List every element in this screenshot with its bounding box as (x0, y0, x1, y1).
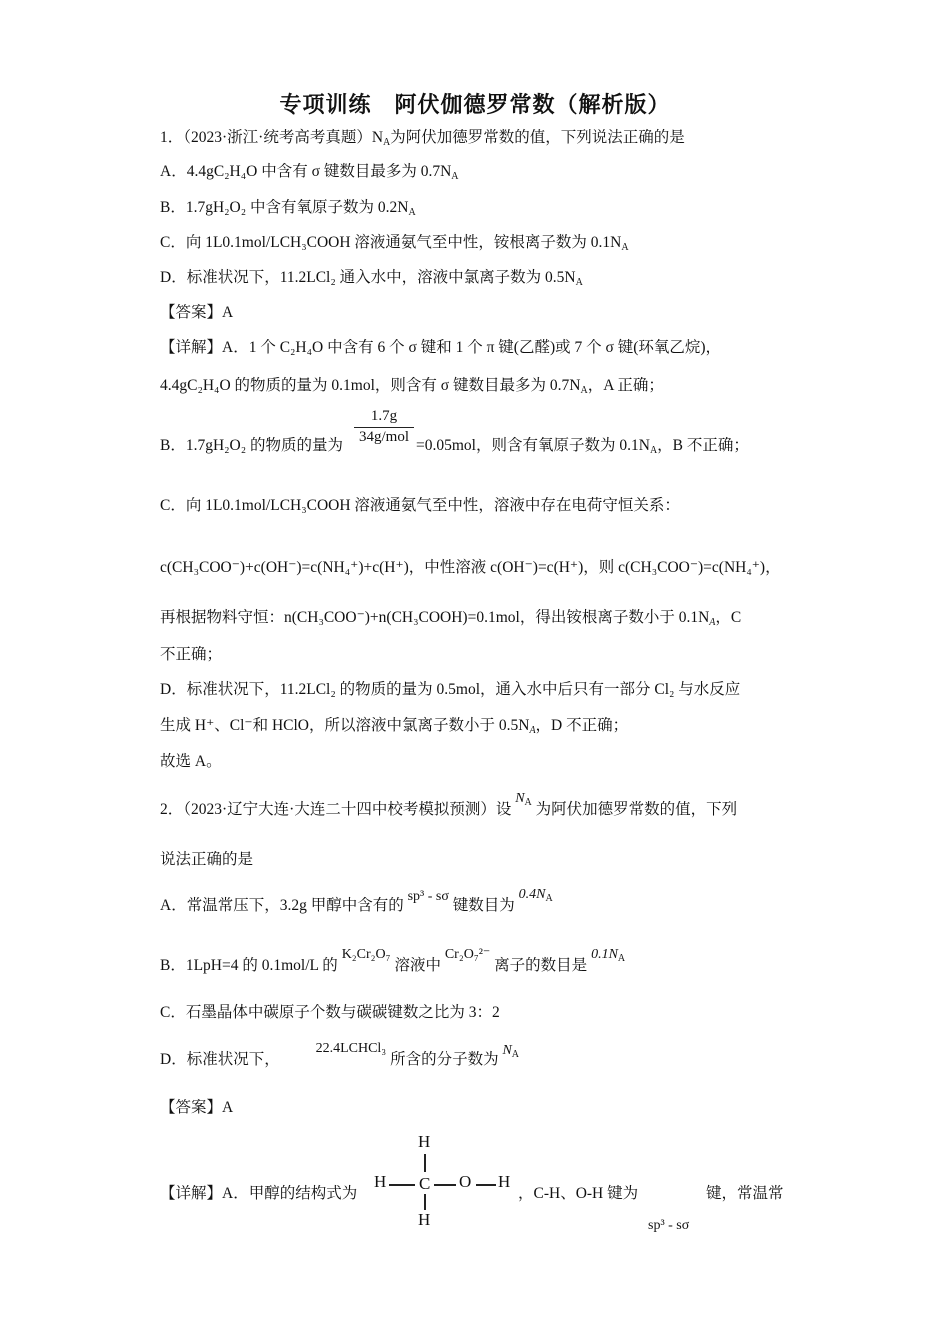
q1-option-a-text: A．4.4gC₂H₄O 中含有 σ 键数目最多为 0.7N (160, 163, 452, 180)
q2-stem-pre: 2．（2023·辽宁大连·大连二十四中校考模拟预测）设 (160, 801, 512, 818)
atom-o: O (459, 1172, 472, 1191)
q1-detail-b-end: ，B 不正确； (657, 437, 749, 454)
q2-option-c: C．石墨晶体中碳原子个数与碳碳键数之比为 3：2 (160, 1004, 500, 1021)
q1-detail-d-line1: D．标准状况下，11.2LCl₂ 的物质的量为 0.5mol，通入水中后只有一部分 Cl₂ 与水反应 (160, 681, 741, 698)
q2-option-a-bond: sp³ - sσ (407, 889, 449, 904)
q1-option-b: B．1.7gH₂O₂ 中含有氧原子数为 $0.2N_A$ (160, 199, 416, 218)
na-subscript: A (511, 1049, 520, 1060)
bond-o-h (476, 1184, 496, 1186)
q1-detail-b-pre: B．1.7gH₂O₂ 的物质的量为 (160, 437, 344, 454)
q2-answer: 【答案】A (160, 1099, 234, 1116)
fraction-denominator: 34g/mol (358, 429, 409, 445)
q2-option-a-value-text: 0.4N (518, 887, 546, 902)
q2-option-d-chem: 22.4LCHCl₃ (315, 1041, 387, 1056)
methanol-structure-diagram (370, 1128, 520, 1238)
q1-detail-c-line3-text: 再根据物料守恒：n(CH₃COO⁻)+n(CH₃COOH)=0.1mol，得出铵根离子数小于 0.1N (160, 609, 710, 626)
atom-c: C (419, 1174, 431, 1193)
q2-detail-mid: ，C-H、O-H 键为 (518, 1185, 639, 1202)
q2-detail-post: 键，常温常 (706, 1185, 784, 1202)
na-subscript: A (524, 797, 532, 808)
bond-h-c-left (389, 1184, 415, 1186)
q1-answer: 【答案】A (160, 304, 234, 321)
q2-option-d-pre: D．标准状况下， (160, 1051, 280, 1068)
q1-detail-d-line2: 生成 H⁺、Cl⁻和 HClO，所以溶液中氯离子数小于 $0.5N_A$，D 不正确； (160, 717, 629, 736)
q1-detail-line1: 【详解】A．1 个 C₂H₄O 中含有 6 个 σ 键和 1 个 π 键(乙醛)或 7 个 σ 键(环氧乙烷)， (160, 339, 722, 356)
bond-c-h-bottom (424, 1194, 426, 1210)
q2-option-b (160, 947, 626, 977)
q1-conclusion: 故选 A。 (160, 753, 222, 770)
q1-detail-d-line2-text: 生成 H⁺、Cl⁻和 HClO，所以溶液中氯离子数小于 0.5N (160, 717, 530, 734)
q2-stem-post: 为阿伏加德罗常数的值，下列 (535, 801, 738, 818)
q2-option-d-na (502, 1043, 519, 1058)
q2-option-b-post: 离子的数目是 (494, 957, 588, 974)
q1-detail-c-line3: 再根据物料守恒：n(CH₃COO⁻)+n(CH₃COOH)=0.1mol，得出铵根离子数小于 $0.1N_A$，C (160, 609, 742, 628)
q1-detail-line2: 4.4gC₂H₄O 的物质的量为 0.1mol，则含有 σ 键数目最多为 $0.7N_A$，A 正确； (160, 377, 664, 396)
q1-stem-post: 为阿伏加德罗常数的值，下列说法正确的是 (390, 129, 685, 146)
q1-option-b-text: B．1.7gH₂O₂ 中含有氧原子数为 0.2N (160, 199, 409, 216)
q2-option-a (160, 887, 553, 917)
q1-detail-c-line1: C．向 1L0.1mol/LCH₃COOH 溶液通氨气至中性，溶液中存在电荷守恒关系： (160, 497, 680, 514)
q2-na-symbol (515, 789, 532, 809)
q2-option-b-chem: K₂Cr₂O₇ (341, 947, 391, 962)
q1-detail-c-line4: 不正确； (160, 646, 223, 663)
q1-stem: 1．（2023·浙江·统考高考真题）$N_A$为阿伏加德罗常数的值，下列说法正确的是 (160, 129, 685, 148)
q1-detail-c-line2: c(CH₃COO⁻)+c(OH⁻)=c(NH₄⁺)+c(H⁺)，中性溶液 c(OH⁻)=c(H⁺)，则 c(CH₃COO⁻)=c(NH₄⁺)， (160, 559, 781, 576)
q2-option-b-value: $0.1N_A$ (591, 947, 626, 964)
q1-detail-c-line3-post: ，C (715, 609, 742, 626)
q1-option-c: C．向 1L0.1mol/LCH₃COOH 溶液通氨气至中性，铵根离子数为 $0.1N_A$ (160, 234, 629, 253)
q2-option-d-mid: 所含的分子数为 (390, 1051, 499, 1068)
q1-detail-line2-text: 4.4gC₂H₄O 的物质的量为 0.1mol，则含有 σ 键数目最多为 0.7N (160, 377, 581, 394)
q1-option-d-text: D．标准状况下，11.2LCl₂ 通入水中，溶液中氯离子数为 0.5N (160, 269, 576, 286)
q2-option-b-mid: 溶液中 (394, 957, 441, 974)
atom-h-right: H (498, 1172, 511, 1191)
q1-detail-line2-post: ，A 正确； (587, 377, 664, 394)
q1-option-c-text: C．向 1L0.1mol/LCH₃COOH 溶液通氨气至中性，铵根离子数为 0.1N (160, 234, 622, 251)
q2-detail-pre: 【详解】A．甲醇的结构式为 (160, 1185, 358, 1202)
page-title: 专项训练 阿伏伽德罗常数（解析版） (279, 92, 671, 117)
q1-option-a: A．4.4gC₂H₄O 中含有 σ 键数目最多为 $0.7N_A$ (160, 163, 459, 182)
atom-h-top: H (418, 1132, 431, 1151)
q2-stem-line2: 说法正确的是 (160, 851, 254, 868)
q2-option-b-pre: B．1LpH=4 的 0.1mol/L 的 (160, 957, 338, 974)
mass-fraction (354, 408, 414, 446)
na-letter: N (502, 1043, 512, 1058)
q2-option-a-pre: A．常温常压下，3.2g 甲醇中含有的 (160, 897, 404, 914)
q2-option-a-mid: 键数目为 (452, 897, 515, 914)
q2-detail-bond-label: sp³ - sσ (648, 1218, 690, 1233)
bond-c-h-top (424, 1154, 426, 1172)
q2-stem (160, 791, 738, 821)
atom-h-bottom: H (418, 1210, 431, 1229)
q2-option-a-value: $0.4N_A$ (518, 887, 553, 904)
na-letter: N (515, 791, 525, 806)
q1-detail-b-post-text: =0.05mol，则含有氧原子数为 0.1N (416, 437, 650, 454)
q2-option-b-value-text: 0.1N (591, 947, 618, 962)
atom-h-left: H (374, 1172, 387, 1191)
q1-option-d: D．标准状况下，11.2LCl₂ 通入水中，溶液中氯离子数为 $0.5N_A$ (160, 269, 583, 288)
fraction-numerator: 1.7g (354, 408, 414, 428)
q1-stem-pre: 1．（2023·浙江·统考高考真题）N (160, 129, 384, 146)
q1-detail-b-post: =0.05mol，则含有氧原子数为 $0.1N_A$，B 不正确； (416, 437, 749, 456)
q2-option-d (160, 1041, 520, 1071)
q1-detail-d-line2-post: ，D 不正确； (535, 717, 629, 734)
bond-c-o (434, 1184, 456, 1186)
q2-option-b-ion: Cr₂O₇²⁻ (444, 947, 491, 962)
